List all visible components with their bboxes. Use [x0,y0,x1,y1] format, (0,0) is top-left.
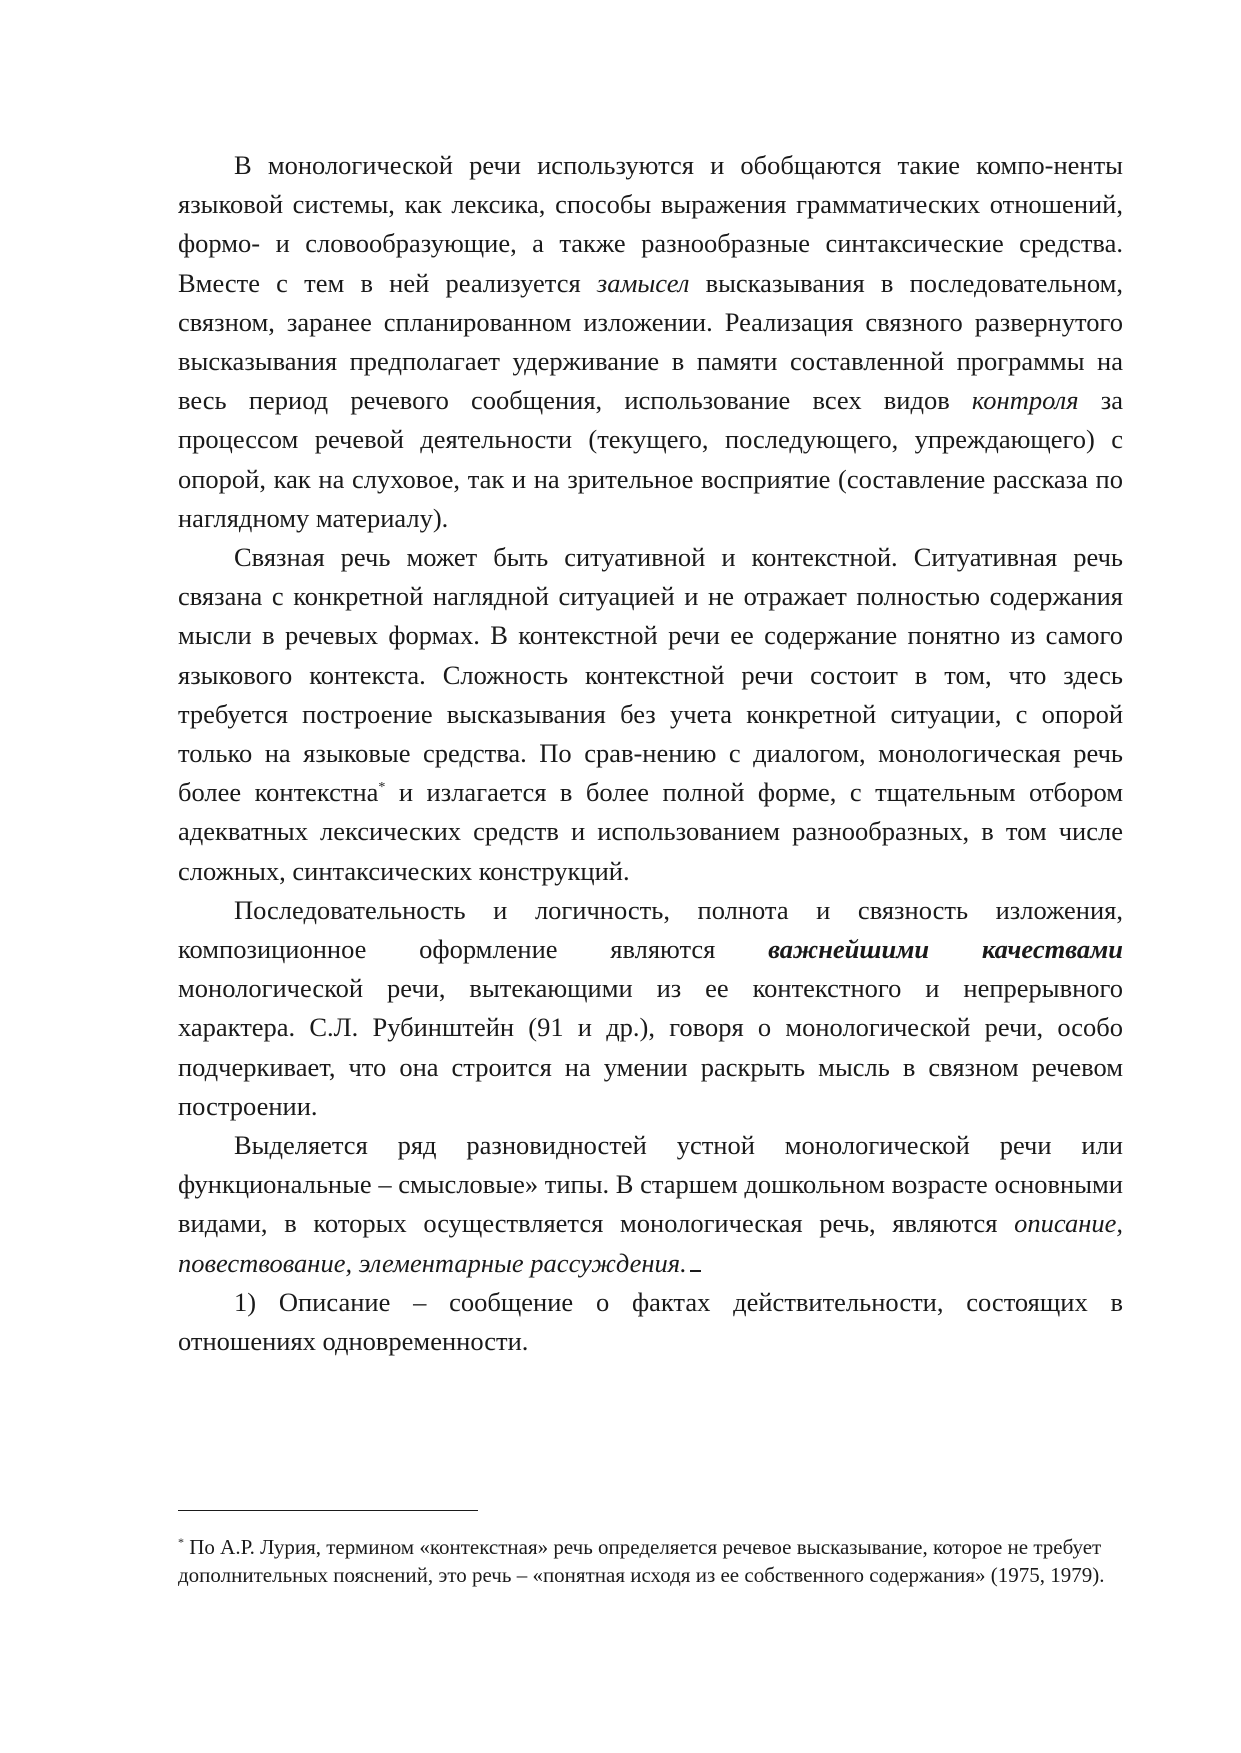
text-run: высказывания в последовательном, связном, заранее спланированном изложении. Реализация связного развернутого высказывания предполагает удерживание в памяти составленной программы на весь период речевого сообщения, использование всех видов [178,267,1124,416]
footnote-body: По А.Р. Лурия, термином «контекстная» речь определяется речевое высказывание, которое не требует дополнительных пояснений, это речь – «понятная исходя из ее собственного содержания» (1975, 1979). [178,1535,1105,1587]
emphasis-types-list: описание, повествование, элементарные рассуждения. [178,1208,1123,1278]
paragraph-situational-contextual [178,538,1123,891]
emphasis-key-qualities: важнейшими качествами [768,934,1124,965]
text-cursor-underscore [690,1269,701,1272]
text-run: за процессом речевой деятельности (текущего, последующего, упреждающего) с опорой, как на слуховое, так и на зрительное восприятие (составление рассказа по наглядному материалу). [178,385,1123,533]
text-run: В монологической речи используются и обобщаются такие компо-ненты языковой системы, как лексика, способы выражения грамматических отношений, формо- и словообразующие, а также разнообразные синтаксические средства. Вместе с тем в ней реализуется [178,150,1123,298]
footnote-text [178,1534,1128,1589]
body-text [178,146,1123,1361]
emphasis-zamysel: замысел [596,267,690,298]
footnote [178,1534,1128,1589]
footnote-mark: * [178,1535,184,1549]
text-run: Связная речь может быть ситуативной и контекстной. Ситуативная речь связана с конкретной наглядной ситуацией и не отражает полностью содержания мысли в речевых формах. В контекстной речи ее содержание понятно из самого языкового контекста. Сложность контекстной речи состоит в том, что здесь требуется построение высказывания без учета конкретной ситуации, с опорой только на языковые средства. По срав-нению с диалогом, монологическая речь более контекстна [178,542,1123,808]
text-run: 1) Описание – сообщение о фактах действительности, состоящих в отношениях одновременности. [178,1286,1123,1357]
emphasis-kontrol: контроля [971,385,1079,416]
text-run: Выделяется ряд разновидностей устной монологической речи или функциональные – смысловые» типы. В старшем дошкольном возрасте основными видами, в которых осуществляется монологическая речь, являются [178,1130,1123,1239]
text-run: Последовательность и логичность, полнота и связность изложения, композиционное оформление являются [178,894,1123,965]
paragraph-monologue-types [178,1126,1123,1283]
text-run: и излагается в более полной форме, с тщательным отбором адекватных лексических средств и использованием разнообразных, в том числе сложных, синтаксических конструкций. [178,777,1123,886]
paragraph-description-definition [178,1283,1123,1361]
paragraph-monologue-components [178,146,1123,538]
footnote-separator [178,1510,478,1511]
footnote-reference[interactable]: * [378,780,386,796]
paragraph-key-qualities [178,891,1123,1126]
text-run: монологической речи, вытекающими из ее контекстного и непрерывного характера. С.Л. Рубинштейн (91 и др.), говоря о монологической речи, особо подчеркивает, что она строится на умении раскрыть мысль в связном речевом построении. [178,973,1123,1121]
